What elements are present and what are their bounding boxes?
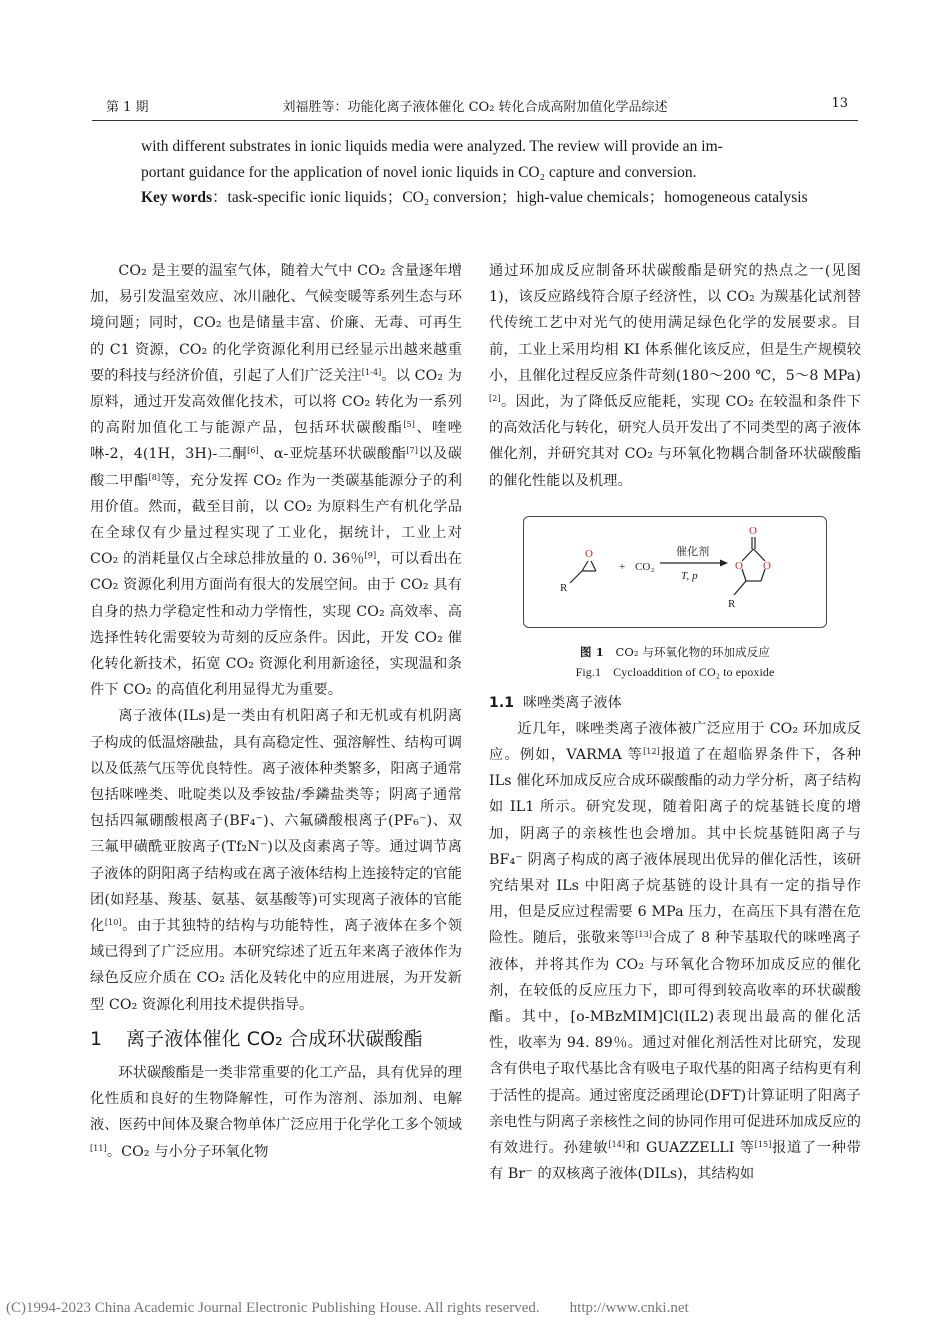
citation: [10] [104, 918, 122, 928]
paragraph: 环状碳酸酯是一类非常重要的化工产品，具有优异的理化性质和良好的生物降解性，可作为溶剂、添加剂、电解液、医药中间体及聚合物单体广泛应用于化学化工多个领域[11]。CO₂ 与小分子环氧化物 [90, 1064, 462, 1160]
citation: [11] [90, 1143, 107, 1153]
citation: [6] [247, 446, 259, 456]
citation: [2] [489, 394, 501, 404]
issue-number: 第 1 期 [106, 100, 149, 115]
citation: [1-4] [361, 367, 382, 377]
subsection-heading [489, 690, 861, 716]
substituent-bond [734, 581, 746, 595]
subsection-title: 咪唑类离子液体 [523, 694, 622, 711]
paragraph: 近几年，咪唑类离子液体被广泛应用于 CO₂ 环加成反应。例如，VARMA 等[12]报道了在超临界条件下，各种 ILs 催化环加成反应合成环碳酸酯的动力学分析，离子结构如 IL1 所示。研究发现，随着阳离子的烷基链长度的增加，阴离子的亲核性也会增加。其中长烷基链阳离子与 BF₄⁻ 阴离子构成的离子液体展现出优异的催化活性，该研究结果对 ILs 中阳离子烷基链的设计具有一定的指导作用，但是反应过程需要 6 MPa 压力，在高压下具有潜在危险性。随后，张敬来等[13]合成了 8 种苄基取代的咪唑离子液体，并将其作为 CO₂ 与环氧化合物环加成反应的催化剂，在较低的反应压力下，即可得到较高收率的环状碳酸酯。其中，[o-MBzMIM]Cl(IL2)表现出最高的催化活性，收率为 94. 89％。通过对催化剂活性对比研究，发现含有供电子取代基比含有吸电子取代基的阳离子结构更有利于活性的提高。通过密度泛函理论(DFT)计算证明了阳离子亲电性与阴离子亲核性之间的协同作用可促进环加成反应的有效进行。孙建敏[14]和 GUAZZELLI 等[15]报道了一种带有 Br⁻ 的双核离子液体(DILs)，其结构如 [489, 720, 861, 1183]
abstract-continuation [141, 134, 811, 211]
right-column [489, 258, 861, 1187]
r-group-label: R [560, 581, 568, 594]
abstract-line: with different substrates in ionic liquids media were analyzed. The review will provide an im- [141, 138, 723, 155]
subsection-number: 1.1 [489, 694, 515, 711]
reaction-scheme [523, 516, 827, 628]
ring-oxygen-label: O [763, 559, 772, 572]
figure-caption-en: Fig.1 Cycloaddition of CO₂ to epoxide [575, 664, 775, 679]
citation: [8] [148, 472, 161, 482]
section-heading [90, 1024, 462, 1054]
r-group-label: R [728, 597, 736, 610]
section-title: 离子液体催化 CO₂ 合成环状碳酸酯 [126, 1027, 423, 1050]
copyright-footer: (C)1994-2023 China Academic Journal Electronic Publishing House. All rights reserved. http://www.cnki.net [6, 1300, 689, 1316]
figure-number: 图 1 [580, 644, 604, 659]
ring-bond [742, 549, 754, 561]
keywords-text: ：task-specific ionic liquids；CO₂ conversion；high-value chemicals；homogeneous catalysis [212, 189, 808, 206]
running-header [92, 94, 858, 121]
page-number: 13 [831, 96, 848, 111]
citation: [13] [635, 930, 652, 940]
paragraph: 离子液体(ILs)是一类由有机阳离子和无机或有机阴离子构成的低温熔融盐，具有高稳定性、强溶解性、结构可调以及低蒸气压等优良特性。离子液体种类繁多，阳离子通常包括咪唑类、吡啶类以及季铵盐/季鏻盐类等；阴离子通常包括四氟硼酸根离子(BF₄⁻)、六氟磷酸根离子(PF₆⁻)、双三氟甲磺酰亚胺离子(Tf₂N⁻)以及卤素离子等。通过调节离子液体的阴阳离子结构或在离子液体结构上连接特定的官能团(如羟基、羧基、氨基、氨基酸等)可实现离子液体的官能化[10]。由于其独特的结构与功能特性，离子液体在多个领域已得到了广泛应用。本研究综述了近五年来离子液体作为绿色反应介质在 CO₂ 活化及转化中的应用进展，为开发新型 CO₂ 资源化利用技术提供指导。 [90, 708, 462, 1013]
left-column [90, 258, 462, 1165]
oxygen-label: O [585, 547, 594, 560]
paragraph: CO₂ 是主要的温室气体，随着大气中 CO₂ 含量逐年增加，易引发温室效应、冰川融化、气候变暖等系列生态与环境问题；同时，CO₂ 也是储量丰富、价廉、无毒、可再生的 C1 资源，CO₂ 的化学资源化利用已经显示出越来越重要的科技与经济价值，引起了人们广泛关注[1-4]。以 CO₂ 为原料，通过开发高效催化技术，可以将 CO₂ 转化为一系列的高附加值化工与能源产品，包括环状碳酸酯[5]、喹唑啉-2，4(1H，3H)-二酮[6]、α-亚烷基环状碳酸酯[7]以及碳酸二甲酯[8]等，充分发挥 CO₂ 作为一类碳基能源分子的利用价值。然而，截至目前，以 CO₂ 为原料生产有机化学品在全球仅有少量过程实现了工业化，据统计，工业上对 CO₂ 的消耗量仅占全球总排放量的 0. 36％[9]，可以看出在 CO₂ 资源化利用方面尚有很大的发展空间。由于 CO₂ 具有自身的热力学稳定性和动力学惰性，实现 CO₂ 高效率、高选择性转化需要较为苛刻的反应条件。因此，开发 CO₂ 催化转化新技术，拓宽 CO₂ 资源化利用新途径，实现温和条件下 CO₂ 的高值化利用显得尤为重要。 [90, 263, 463, 699]
catalyst-label: 催化剂 [676, 545, 710, 558]
carbonyl-oxygen-label: O [749, 524, 758, 537]
abstract-line: portant guidance for the application of novel ionic liquids in CO₂ capture and conversion. [141, 163, 697, 181]
citation: [7] [406, 446, 418, 456]
arrow-head [720, 559, 728, 566]
section-number: 1 [90, 1027, 103, 1050]
keywords [141, 185, 811, 211]
figure-caption-cn: 图 1 CO₂ 与环氧化物的环加成反应 [580, 644, 770, 659]
epoxide-bond [591, 561, 596, 571]
citation: [5] [403, 420, 415, 430]
paragraph: 通过环加成反应制备环状碳酸酯是研究的热点之一(见图 1)，该反应路线符合原子经济性，以 CO₂ 为羰基化试剂替代传统工艺中对光气的使用满足绿色化学的发展要求。目前，工业上采用均相 KI 体系催化该反应，但是生产规模较小，且催化过程反应条件苛刻(180～200 ℃，5～8 MPa)[2]。因此，为了降低反应能耗，实现 CO₂ 在较温和条件下的高效活化与转化，研究人员开发出了不同类型的离子液体催化剂，并研究其对 CO₂ 与环氧化物耦合制备环状碳酸酯的催化性能以及机理。 [489, 263, 861, 489]
keywords-label: Key words [141, 189, 213, 206]
conditions-label: T, p [681, 569, 698, 582]
epoxide-bond [582, 561, 588, 571]
plus-sign: + [619, 560, 626, 573]
citation: [12] [643, 747, 660, 757]
reaction-scheme-drawing [524, 517, 826, 627]
ring-oxygen-label: O [735, 559, 744, 572]
epoxide-bond [570, 571, 582, 583]
running-title: 刘福胜等：功能化离子液体催化 CO₂ 转化合成高附加值化学品综述 [282, 100, 668, 115]
citation: [15] [754, 1140, 772, 1150]
co2-label: CO₂ [635, 560, 655, 573]
citation: [14] [608, 1140, 626, 1150]
citation: [9] [364, 551, 377, 561]
